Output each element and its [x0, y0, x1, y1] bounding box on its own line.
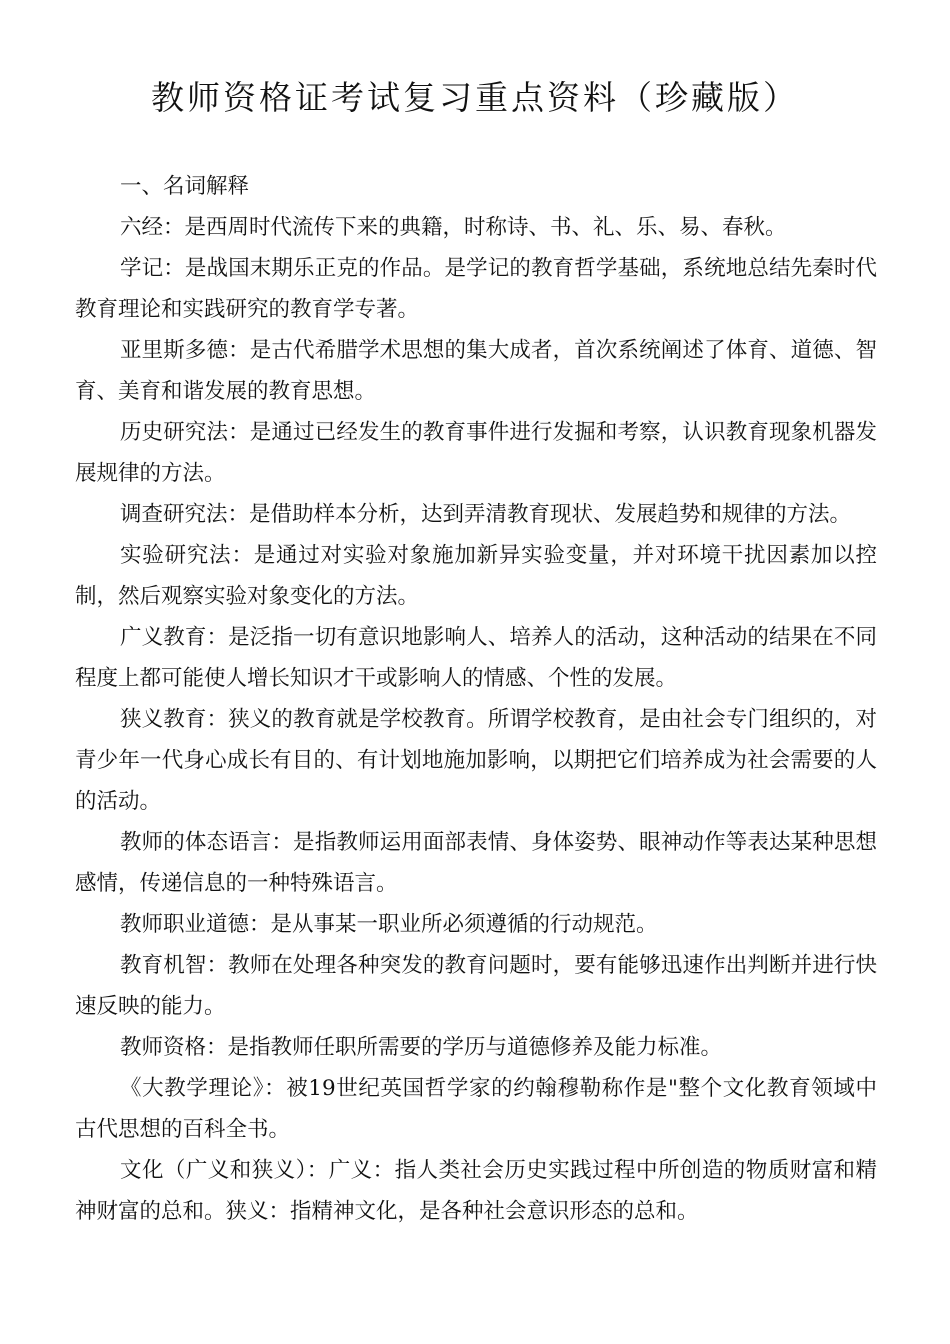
paragraph-body-language: 教师的体态语言：是指教师运用面部表情、身体姿势、眼神动作等表达某种思想感情，传递信息的一种特殊语言。: [75, 830, 877, 896]
section-heading: 一、名词解释: [120, 174, 250, 199]
paragraph-culture: 文化（广义和狭义）：广义：指人类社会历史实践过程中所创造的物质财富和精神财富的总和。狭义：指精神文化，是各种社会意识形态的总和。: [75, 1158, 877, 1224]
paragraph-broad-education: 广义教育：是泛指一切有意识地影响人、培养人的活动，这种活动的结果在不同程度上都可能使人增长知识才干或影响人的情感、个性的发展。: [75, 625, 877, 691]
paragraph-aristotle: 亚里斯多德：是古代希腊学术思想的集大成者，首次系统阐述了体育、道德、智育、美育和谐发展的教育思想。: [75, 338, 877, 404]
paragraph-educational-tact: 教育机智：教师在处理各种突发的教育问题时，要有能够迅速作出判断并进行快速反映的能力。: [75, 953, 877, 1019]
paragraph-historical-method: 历史研究法：是通过已经发生的教育事件进行发掘和考察，认识教育现象机器发展规律的方法。: [75, 420, 877, 486]
paragraph-narrow-education: 狭义教育：狭义的教育就是学校教育。所谓学校教育，是由社会专门组织的，对青少年一代身心成长有目的、有计划地施加影响，以期把它们培养成为社会需要的人的活动。: [75, 707, 877, 814]
paragraph-xueji: 学记：是战国末期乐正克的作品。是学记的教育哲学基础，系统地总结先秦时代教育理论和实践研究的教育学专著。: [75, 256, 877, 322]
paragraph-great-didactic: 《大教学理论》：被19世纪英国哲学家的约翰穆勒称作是"整个文化教育领域中古代思想的百科全书。: [75, 1076, 877, 1142]
document-title: 教师资格证考试复习重点资料（珍藏版）: [151, 78, 799, 117]
paragraph-liujing: 六经：是西周时代流传下来的典籍，时称诗、书、礼、乐、易、春秋。: [120, 215, 787, 240]
document-body: [75, 166, 877, 1232]
paragraph-experimental-method: 实验研究法：是通过对实验对象施加新异实验变量，并对环境干扰因素加以控制，然后观察实验对象变化的方法。: [75, 543, 877, 609]
paragraph-survey-method: 调查研究法：是借助样本分析，达到弄清教育现状、发展趋势和规律的方法。: [120, 502, 852, 527]
paragraph-professional-ethics: 教师职业道德：是从事某一职业所必须遵循的行动规范。: [120, 912, 658, 937]
paragraph-teacher-qualification: 教师资格：是指教师任职所需要的学历与道德修养及能力标准。: [120, 1035, 723, 1060]
